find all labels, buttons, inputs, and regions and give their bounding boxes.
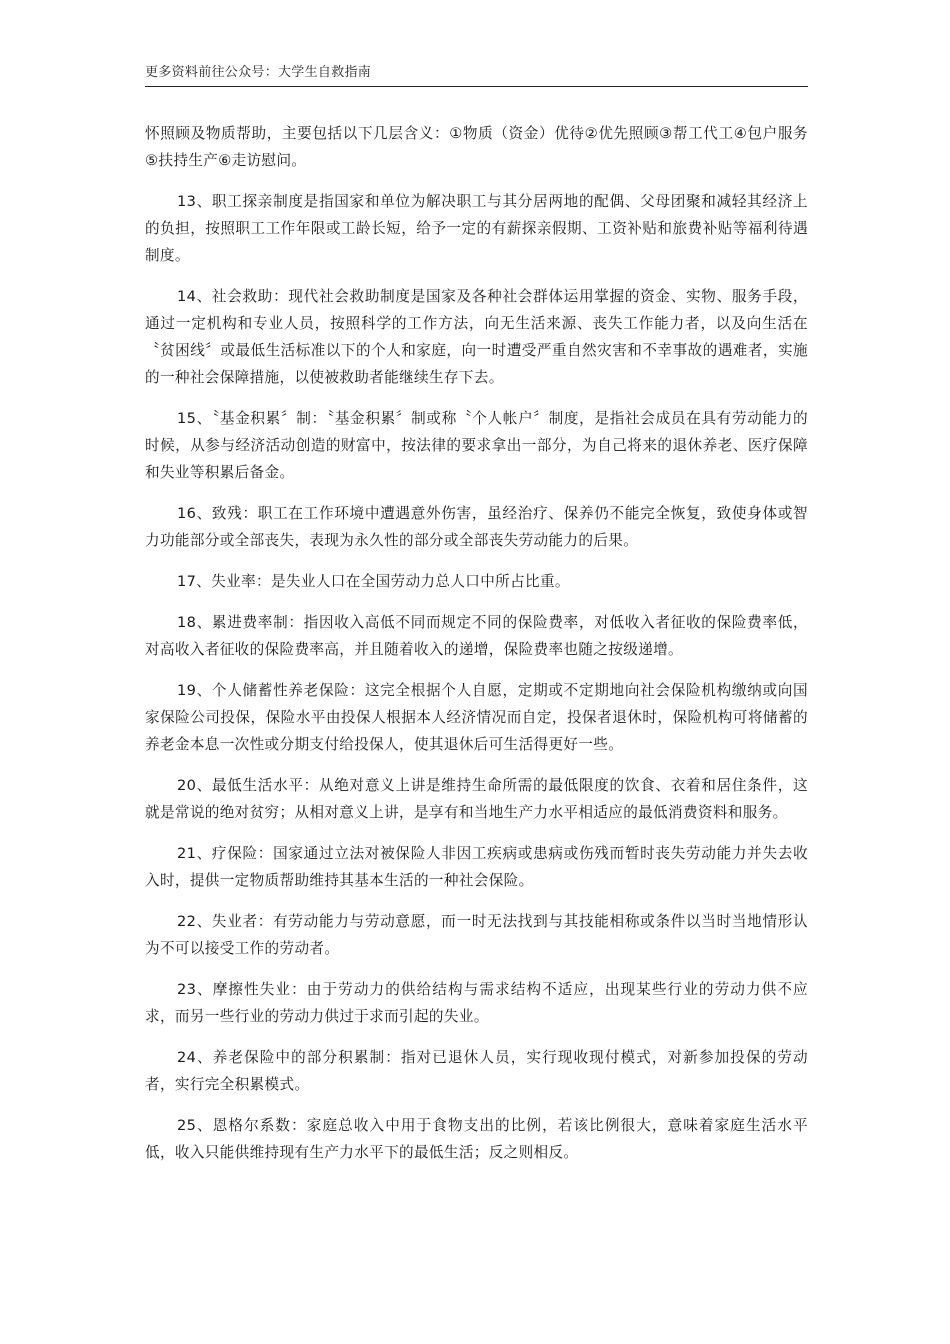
paragraph-24: 24、养老保险中的部分积累制：指对已退休人员，实行现收现付模式，对新参加投保的劳动者，实行完全积累模式。 [145, 1049, 808, 1093]
paragraph-18: 18、累进费率制：指因收入高低不同而规定不同的保险费率，对低收入者征收的保险费率低，对高收入者征收的保险费率高，并且随着收入的递增，保险费率也随之按级递增。 [145, 614, 808, 658]
paragraph-19: 19、个人储蓄性养老保险：这完全根据个人自愿，定期或不定期地向社会保险机构缴纳或向国家保险公司投保，保险水平由投保人根据本人经济情况而自定，投保者退休时，保险机构可将储蓄的养老金本息一次性或分期支付给投保人，使其退休后可生活得更好一些。 [145, 682, 808, 753]
paragraph-25: 25、恩格尔系数：家庭总收入中用于食物支出的比例，若该比例很大，意味着家庭生活水平低，收入只能供维持现有生产力水平下的最低生活；反之则相反。 [145, 1117, 808, 1161]
paragraph-13: 13、职工探亲制度是指国家和单位为解决职工与其分居两地的配偶、父母团聚和减轻其经济上的负担，按照职工工作年限或工龄长短，给予一定的有薪探亲假期、工资补贴和旅费补贴等福利待遇制度。 [145, 193, 808, 264]
paragraph-23: 23、摩擦性失业：由于劳动力的供给结构与需求结构不适应，出现某些行业的劳动力供不应求，而另一些行业的劳动力供过于求而引起的失业。 [145, 981, 808, 1025]
document-body [145, 120, 808, 1180]
page-header [145, 64, 808, 87]
paragraph-15: 15、〝基金积累〞制：〝基金积累〞制或称〝个人帐户〞制度，是指社会成员在具有劳动能力的时候，从参与经济活动创造的财富中，按法律的要求拿出一部分，为自己将来的退休养老、医疗保障和失业等积累后备金。 [145, 410, 808, 481]
paragraph-14: 14、社会救助：现代社会救助制度是国家及各种社会群体运用掌握的资金、实物、服务手段，通过一定机构和专业人员，按照科学的工作方法，向无生活来源、丧失工作能力者，以及向生活在〝贫困线〞或最低生活标准以下的个人和家庭，向一时遭受严重自然灾害和不幸事故的遇难者，实施的一种社会保障措施，以使被救助者能继续生存下去。 [145, 288, 808, 386]
paragraph-20: 20、最低生活水平：从绝对意义上讲是维持生命所需的最低限度的饮食、衣着和居住条件，这就是常说的绝对贫穷；从相对意义上讲，是享有和当地生产力水平相适应的最低消费资料和服务。 [145, 777, 808, 821]
paragraph-16: 16、致残：职工在工作环境中遭遇意外伤害，虽经治疗、保养仍不能完全恢复，致使身体或智力功能部分或全部丧失，表现为永久性的部分或全部丧失劳动能力的后果。 [145, 505, 808, 549]
paragraph-22: 22、失业者：有劳动能力与劳动意愿，而一时无法找到与其技能相称或条件以当时当地情形认为不可以接受工作的劳动者。 [145, 913, 808, 957]
paragraph-21: 21、疗保险：国家通过立法对被保险人非因工疾病或患病或伤残而暂时丧失劳动能力并失去收入时，提供一定物质帮助维持其基本生活的一种社会保险。 [145, 845, 808, 889]
paragraph-17: 17、失业率：是失业人口在全国劳动力总人口中所占比重。 [177, 573, 570, 590]
paragraph: 怀照顾及物质帮助，主要包括以下几层含义：①物质（资金）优待②优先照顾③帮工代工④包户服务⑤扶持生产⑥走访慰问。 [145, 125, 808, 169]
header-text: 更多资料前往公众号：大学生自救指南 [145, 65, 372, 80]
